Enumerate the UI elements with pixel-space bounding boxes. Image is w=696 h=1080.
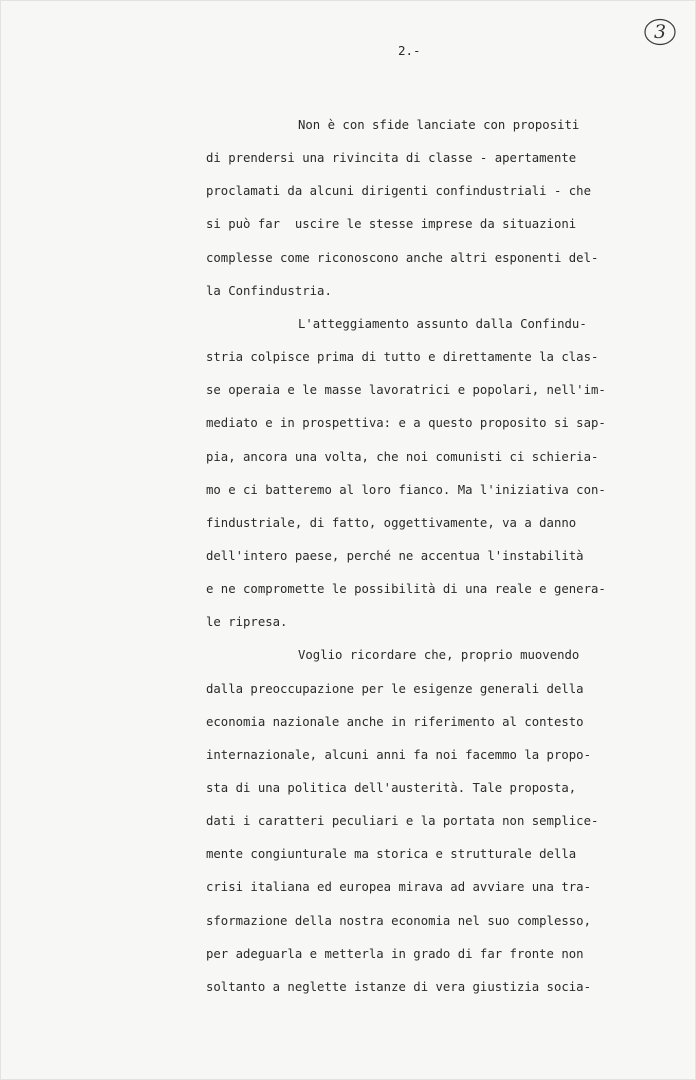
paragraph-first-line: Non è con sfide lanciate con propositi — [298, 118, 580, 132]
text-line: dalla preoccupazione per le esigenze generali della — [206, 681, 584, 696]
text-line: e ne compromette le possibilità di una reale e genera- — [206, 582, 606, 597]
text-line: di prendersi una rivincita di classe - apertamente — [206, 151, 577, 166]
text-line: findustriale, di fatto, oggettivamente, va a danno — [206, 515, 577, 530]
text-line: pia, ancora una volta, che noi comunisti ci schieria- — [206, 449, 599, 464]
handwritten-folio-mark — [643, 17, 677, 47]
text-line: mediato e in prospettiva: e a questo proposito si sap- — [206, 416, 606, 431]
text-line: la Confindustria. — [206, 283, 332, 298]
text-line: sta di una politica dell'austerità. Tale proposta, — [206, 781, 577, 795]
page-number: 2.- — [398, 43, 421, 58]
text-line: sformazione della nostra economia nel suo complesso, — [206, 913, 591, 928]
text-line: mo e ci batteremo al loro fianco. Ma l'iniziativa con- — [206, 482, 606, 497]
text-line: soltanto a neglette istanze di vera giustizia socia- — [206, 979, 591, 994]
text-line: dell'intero paese, perché ne accentua l'instabilità — [206, 548, 584, 563]
paragraph-first-line: Voglio ricordare che, proprio muovendo — [298, 648, 580, 663]
text-line: mente congiunturale ma storica e strutturale della — [206, 847, 577, 862]
text-line: per adeguarla e metterla in grado di far fronte non — [206, 946, 584, 961]
paragraph-first-line: L'atteggiamento assunto dalla Confindu- — [298, 316, 587, 331]
folio-number: 3 — [653, 21, 667, 43]
text-line: le ripresa. — [206, 615, 288, 630]
text-line: complesse come riconoscono anche altri esponenti del- — [206, 250, 599, 265]
text-line: se operaia e le masse lavoratrici e popolari, nell'im- — [206, 383, 606, 398]
text-line: economia nazionale anche in riferimento al contesto — [206, 714, 584, 729]
text-line: proclamati da alcuni dirigenti confindustriali - che — [206, 184, 591, 199]
text-line: dati i caratteri peculiari e la portata non semplice- — [206, 814, 599, 829]
text-line: stria colpisce prima di tutto e direttamente la clas- — [206, 350, 599, 365]
text-line: si può far uscire le stesse imprese da situazioni — [206, 217, 577, 232]
text-line: internazionale, alcuni anni fa noi facemmo la propo- — [206, 747, 591, 762]
text-line: crisi italiana ed europea mirava ad avviare una tra- — [206, 880, 591, 895]
